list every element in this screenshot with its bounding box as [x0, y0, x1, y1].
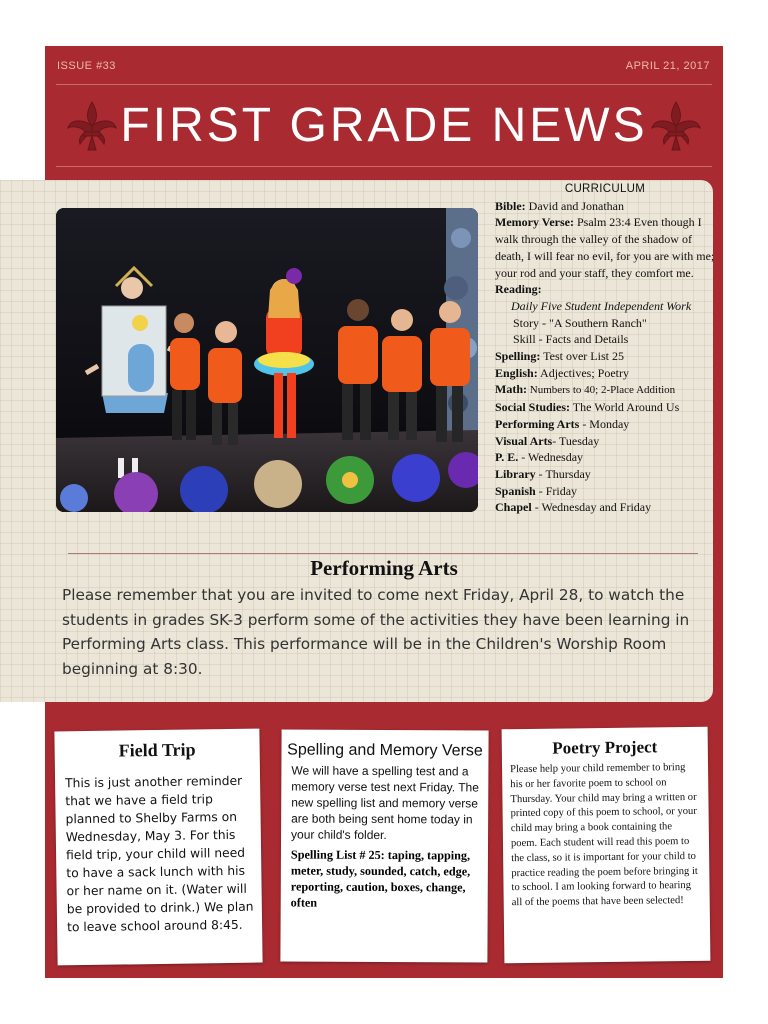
reading-item: Skill - Facts and Details	[513, 332, 629, 347]
label: English:	[495, 365, 538, 380]
value: - Wednesday	[518, 450, 584, 465]
label: Math:	[495, 382, 527, 397]
label: Social Studies:	[495, 400, 571, 415]
value: Adjectives; Poetry	[537, 365, 630, 380]
value: - Friday	[535, 483, 578, 498]
poetry-title: Poetry Project	[552, 737, 658, 758]
poetry-card	[502, 727, 711, 963]
field-trip-body: This is just another reminder that we have a field trip planned to Shelby Farms on Wednesday, May 3. For this field trip, your child will need to have a sack lunch with his or her name on it. (Water will be provided to drink.) We plan to leave school around 8:45.	[65, 773, 254, 935]
value: - Monday	[579, 416, 630, 431]
field-trip-card	[54, 729, 262, 966]
poetry-body: Please help your child remember to bring his or her favorite poem to school on Thursday. Your child may bring a written or printed copy of this poem to school, or your child may bring a book containing the poem. Each student will read this poem to the class, so it is important for your child to practice reading the poem before bringing it to school. I am looking forward to hearing all of the poems that have been selected!	[510, 762, 698, 909]
curriculum-visual-arts	[495, 433, 715, 450]
label: Spelling:	[495, 349, 541, 364]
curriculum-pe	[495, 449, 715, 466]
curriculum-library	[495, 466, 715, 483]
masthead	[56, 86, 712, 164]
performing-arts-title: Performing Arts	[310, 556, 458, 580]
curriculum-math	[495, 381, 715, 399]
reading-item: Story - "A Southern Ranch"	[513, 315, 647, 330]
value: Numbers to 40; 2-Place Addition	[527, 384, 676, 397]
value: Psalm 23:4 Even though I walk through the valley of the shadow of death, I will fear no evil, for you are with me; your rod and your staff, they comfort me.	[495, 215, 715, 280]
curriculum-spelling	[495, 348, 715, 365]
value: - Wednesday and Friday	[531, 500, 652, 515]
curriculum-social-studies	[495, 399, 715, 416]
curriculum-memory-verse	[495, 214, 715, 281]
curriculum-panel	[495, 181, 715, 516]
value: - Thursday	[535, 466, 591, 481]
value: - Tuesday	[552, 433, 600, 448]
label: Spanish	[495, 483, 536, 498]
curriculum-heading: CURRICULUM	[564, 183, 646, 195]
label: P. E.	[495, 450, 519, 465]
issue-number: ISSUE #33	[57, 60, 116, 72]
curriculum-bible	[495, 198, 715, 215]
label: Memory Verse:	[495, 215, 574, 230]
stage-photo-illustration	[56, 208, 478, 512]
label: Reading:	[495, 282, 542, 297]
curriculum-spanish	[495, 483, 715, 500]
section-divider	[68, 553, 698, 554]
curriculum-chapel	[495, 499, 715, 516]
header-rule-bottom	[56, 166, 712, 167]
spelling-card	[280, 729, 488, 962]
label: Bible:	[495, 198, 526, 213]
label: Chapel	[495, 500, 532, 515]
curriculum-reading	[495, 281, 715, 298]
value: Test over List 25	[540, 349, 624, 364]
value: Daily Five Student Independent Work	[511, 298, 692, 313]
label: Performing Arts	[495, 416, 580, 431]
spelling-body: We will have a spelling test and a memory verse test next Friday. The new spelling list and memory verse are both being sent home today in your child's folder.	[291, 763, 479, 843]
performing-arts-body: Please remember that you are invited to come next Friday, April 28, to watch the students in grades SK-3 perform some of the activities they have been learning in Performing Arts class. This performance will be in the Children's Worship Room beginning at 8:30.	[62, 586, 690, 678]
label: Visual Arts	[495, 433, 553, 448]
value: The World Around Us	[570, 400, 680, 415]
label: Library	[495, 466, 536, 481]
reading-item	[495, 298, 715, 315]
field-trip-title: Field Trip	[118, 739, 196, 761]
issue-date: APRIL 21, 2017	[625, 60, 710, 72]
value: David and Jonathan	[525, 198, 624, 213]
curriculum-english	[495, 365, 715, 382]
newsletter-title: FIRST GRADE NEWS	[120, 98, 648, 152]
curriculum-performing-arts	[495, 416, 715, 433]
class-performance-photo	[56, 208, 478, 512]
spelling-list: Spelling List # 25: taping, tapping, meter, study, sounded, catch, edge, reporting, caution, boxes, change, often	[290, 847, 471, 910]
spelling-title: Spelling and Memory Verse	[287, 741, 483, 760]
header-rule-top	[56, 84, 712, 85]
